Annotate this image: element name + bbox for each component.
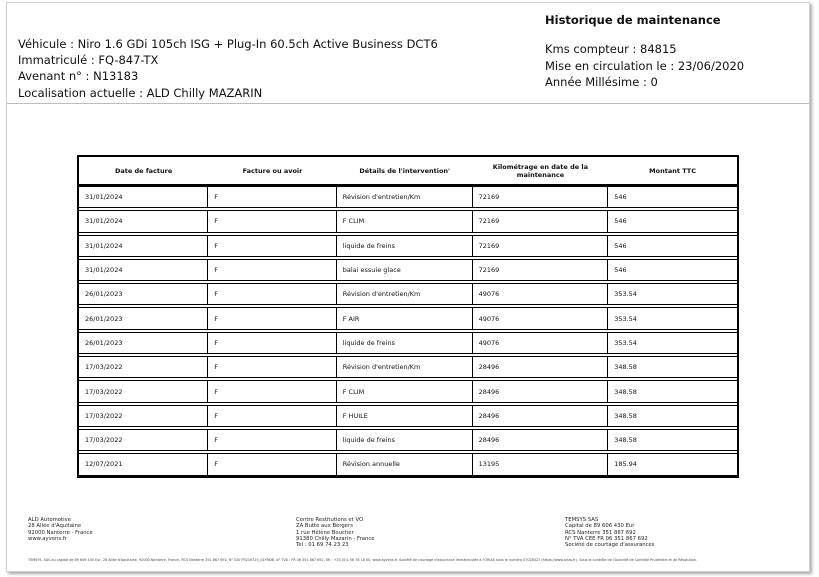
table-header-row	[79, 157, 737, 186]
cell-date: 31/01/2024	[79, 259, 208, 281]
cell-details: Révision d'entretien/Km	[337, 186, 473, 208]
table-row	[79, 405, 737, 427]
footer-line: RCS Nanterre 351 867 692	[565, 529, 636, 536]
cell-type: F	[208, 405, 337, 427]
cell-details: F CLIM	[337, 380, 473, 402]
document-page	[6, 2, 810, 572]
cell-amount: 353.54	[608, 332, 737, 354]
cell-mileage: 28496	[473, 380, 609, 402]
footer-line: Société de courtage d'assurances	[565, 542, 655, 549]
footer-line: Centre Restitutions et VO	[296, 517, 364, 523]
footer-link[interactable]: www.ayvens.fr	[28, 535, 67, 542]
column-header-mileage: Kilométrage en date de la maintenance	[473, 157, 609, 186]
maintenance-summary	[545, 12, 744, 91]
cell-details: liquide de freins	[337, 429, 473, 451]
cell-date: 26/01/2023	[79, 283, 208, 305]
cell-mileage: 28496	[473, 405, 609, 427]
cell-type: F	[208, 380, 337, 402]
cell-type: F	[208, 356, 337, 378]
footer-line: N° TVA CEE FR 06 351 867 692	[565, 535, 648, 542]
table-row	[79, 210, 737, 232]
column-header-type: Facture ou avoir	[208, 157, 337, 186]
model-year: Année Millésime : 0	[545, 75, 658, 90]
footer-line: 91380 Chilly Mazarin - France	[296, 535, 375, 542]
footer-line: 28 Allée d'Aquitaine	[28, 523, 82, 530]
cell-mileage: 72169	[473, 186, 609, 208]
footer-line: TEMSYS SAS	[565, 517, 599, 523]
table-row	[79, 453, 737, 475]
cell-type: F	[208, 283, 337, 305]
cell-type: F	[208, 332, 337, 354]
cell-details: Révision d'entretien/Km	[337, 356, 473, 378]
document-title: Historique de maintenance	[545, 13, 721, 27]
cell-type: F	[208, 210, 337, 232]
table-row	[79, 259, 737, 281]
cell-details: F AIR	[337, 307, 473, 329]
footer-line: ZA Butte aux Bergers	[296, 523, 353, 530]
cell-amount: 353.54	[608, 307, 737, 329]
column-header-date: Date de facture	[79, 157, 208, 186]
registration-date: Mise en circulation le : 23/06/2020	[545, 58, 745, 73]
cell-details: liquide de freins	[337, 332, 473, 354]
footer-restitution-center	[296, 517, 375, 548]
footer-line: Capital de 89 606 430 Eur	[565, 523, 635, 530]
cell-amount: 348.58	[608, 356, 737, 378]
cell-details: balai essuie glace	[337, 259, 473, 281]
table-row	[79, 429, 737, 451]
table-body	[79, 186, 737, 476]
cell-mileage: 72169	[473, 259, 609, 281]
table-row	[79, 307, 737, 329]
cell-mileage: 49076	[473, 283, 609, 305]
cell-mileage: 72169	[473, 235, 609, 257]
cell-amount: 348.58	[608, 429, 737, 451]
cell-amount: 185.94	[608, 453, 737, 475]
table-row	[79, 235, 737, 257]
cell-type: F	[208, 307, 337, 329]
table-row	[79, 186, 737, 208]
cell-date: 17/03/2022	[79, 405, 208, 427]
footer-line: Tel : 01 69 74 23 23	[296, 542, 349, 549]
cell-type: F	[208, 186, 337, 208]
cell-mileage: 13195	[473, 453, 609, 475]
maintenance-table	[77, 155, 739, 478]
cell-mileage: 49076	[473, 332, 609, 354]
table-row	[79, 283, 737, 305]
cell-details: F HUILE	[337, 405, 473, 427]
table-row	[79, 380, 737, 402]
vehicle-registration: Immatriculé : FQ-847-TX	[18, 53, 159, 68]
cell-mileage: 28496	[473, 356, 609, 378]
cell-amount: 546	[608, 259, 737, 281]
column-header-details: Détails de l'intervention'	[337, 157, 473, 186]
vehicle-location: Localisation actuelle : ALD Chilly MAZARIN	[18, 85, 263, 100]
footer-line: 1 rue Hélène Boucher	[296, 529, 354, 536]
cell-date: 31/01/2024	[79, 235, 208, 257]
cell-date: 17/03/2022	[79, 356, 208, 378]
cell-details: Révision d'entretien/Km	[337, 283, 473, 305]
cell-date: 17/03/2022	[79, 380, 208, 402]
column-header-amount: Montant TTC	[608, 157, 737, 186]
cell-date: 17/03/2022	[79, 429, 208, 451]
cell-amount: 546	[608, 186, 737, 208]
vehicle-amendment: Avenant n° : N13183	[18, 69, 139, 84]
cell-details: F CLIM	[337, 210, 473, 232]
cell-amount: 348.58	[608, 405, 737, 427]
vehicle-info	[18, 36, 438, 101]
cell-amount: 546	[608, 235, 737, 257]
header-divider	[7, 103, 809, 104]
footer-line: ALD Automotive	[28, 517, 71, 523]
cell-date: 31/01/2024	[79, 186, 208, 208]
cell-type: F	[208, 429, 337, 451]
cell-type: F	[208, 259, 337, 281]
table-row	[79, 332, 737, 354]
cell-details: liquide de freins	[337, 235, 473, 257]
mileage-counter: Kms compteur : 84815	[545, 41, 677, 56]
cell-amount: 348.58	[608, 380, 737, 402]
cell-mileage: 28496	[473, 429, 609, 451]
cell-mileage: 49076	[473, 307, 609, 329]
footer-broker	[565, 517, 655, 548]
footer-line: 92000 Nanterre - France	[28, 529, 93, 536]
cell-details: Révision annuelle	[337, 453, 473, 475]
cell-date: 12/07/2021	[79, 453, 208, 475]
table-row	[79, 356, 737, 378]
cell-type: F	[208, 235, 337, 257]
legal-notice: TEMSYS, SAS au capital de 89 606 430 Eur, 28 Allée d'Aquitaine, 92000 Nanterre, France, RCS Nanterre 351 867 692, N° IDU FR216725_01YRDB, N° TVA : FR 06 351 867 692, Tél : +33 (0)1 56 78 18 00, www.ayvens.fr. Société de courtage d'assurance immatriculée à l'ORIAS sous le numéro 07028427 (https://www.orias.fr). Sous le contrôle de l'Autorité de Contrôle Prudentiel et de Résolution.	[28, 558, 698, 562]
cell-mileage: 72169	[473, 210, 609, 232]
footer-company	[28, 517, 93, 542]
cell-date: 26/01/2023	[79, 332, 208, 354]
vehicle-model: Véhicule : Niro 1.6 GDi 105ch ISG + Plug-In 60.5ch Active Business DCT6	[18, 37, 438, 51]
cell-date: 26/01/2023	[79, 307, 208, 329]
cell-type: F	[208, 453, 337, 475]
cell-amount: 353.54	[608, 283, 737, 305]
cell-amount: 546	[608, 210, 737, 232]
cell-date: 31/01/2024	[79, 210, 208, 232]
